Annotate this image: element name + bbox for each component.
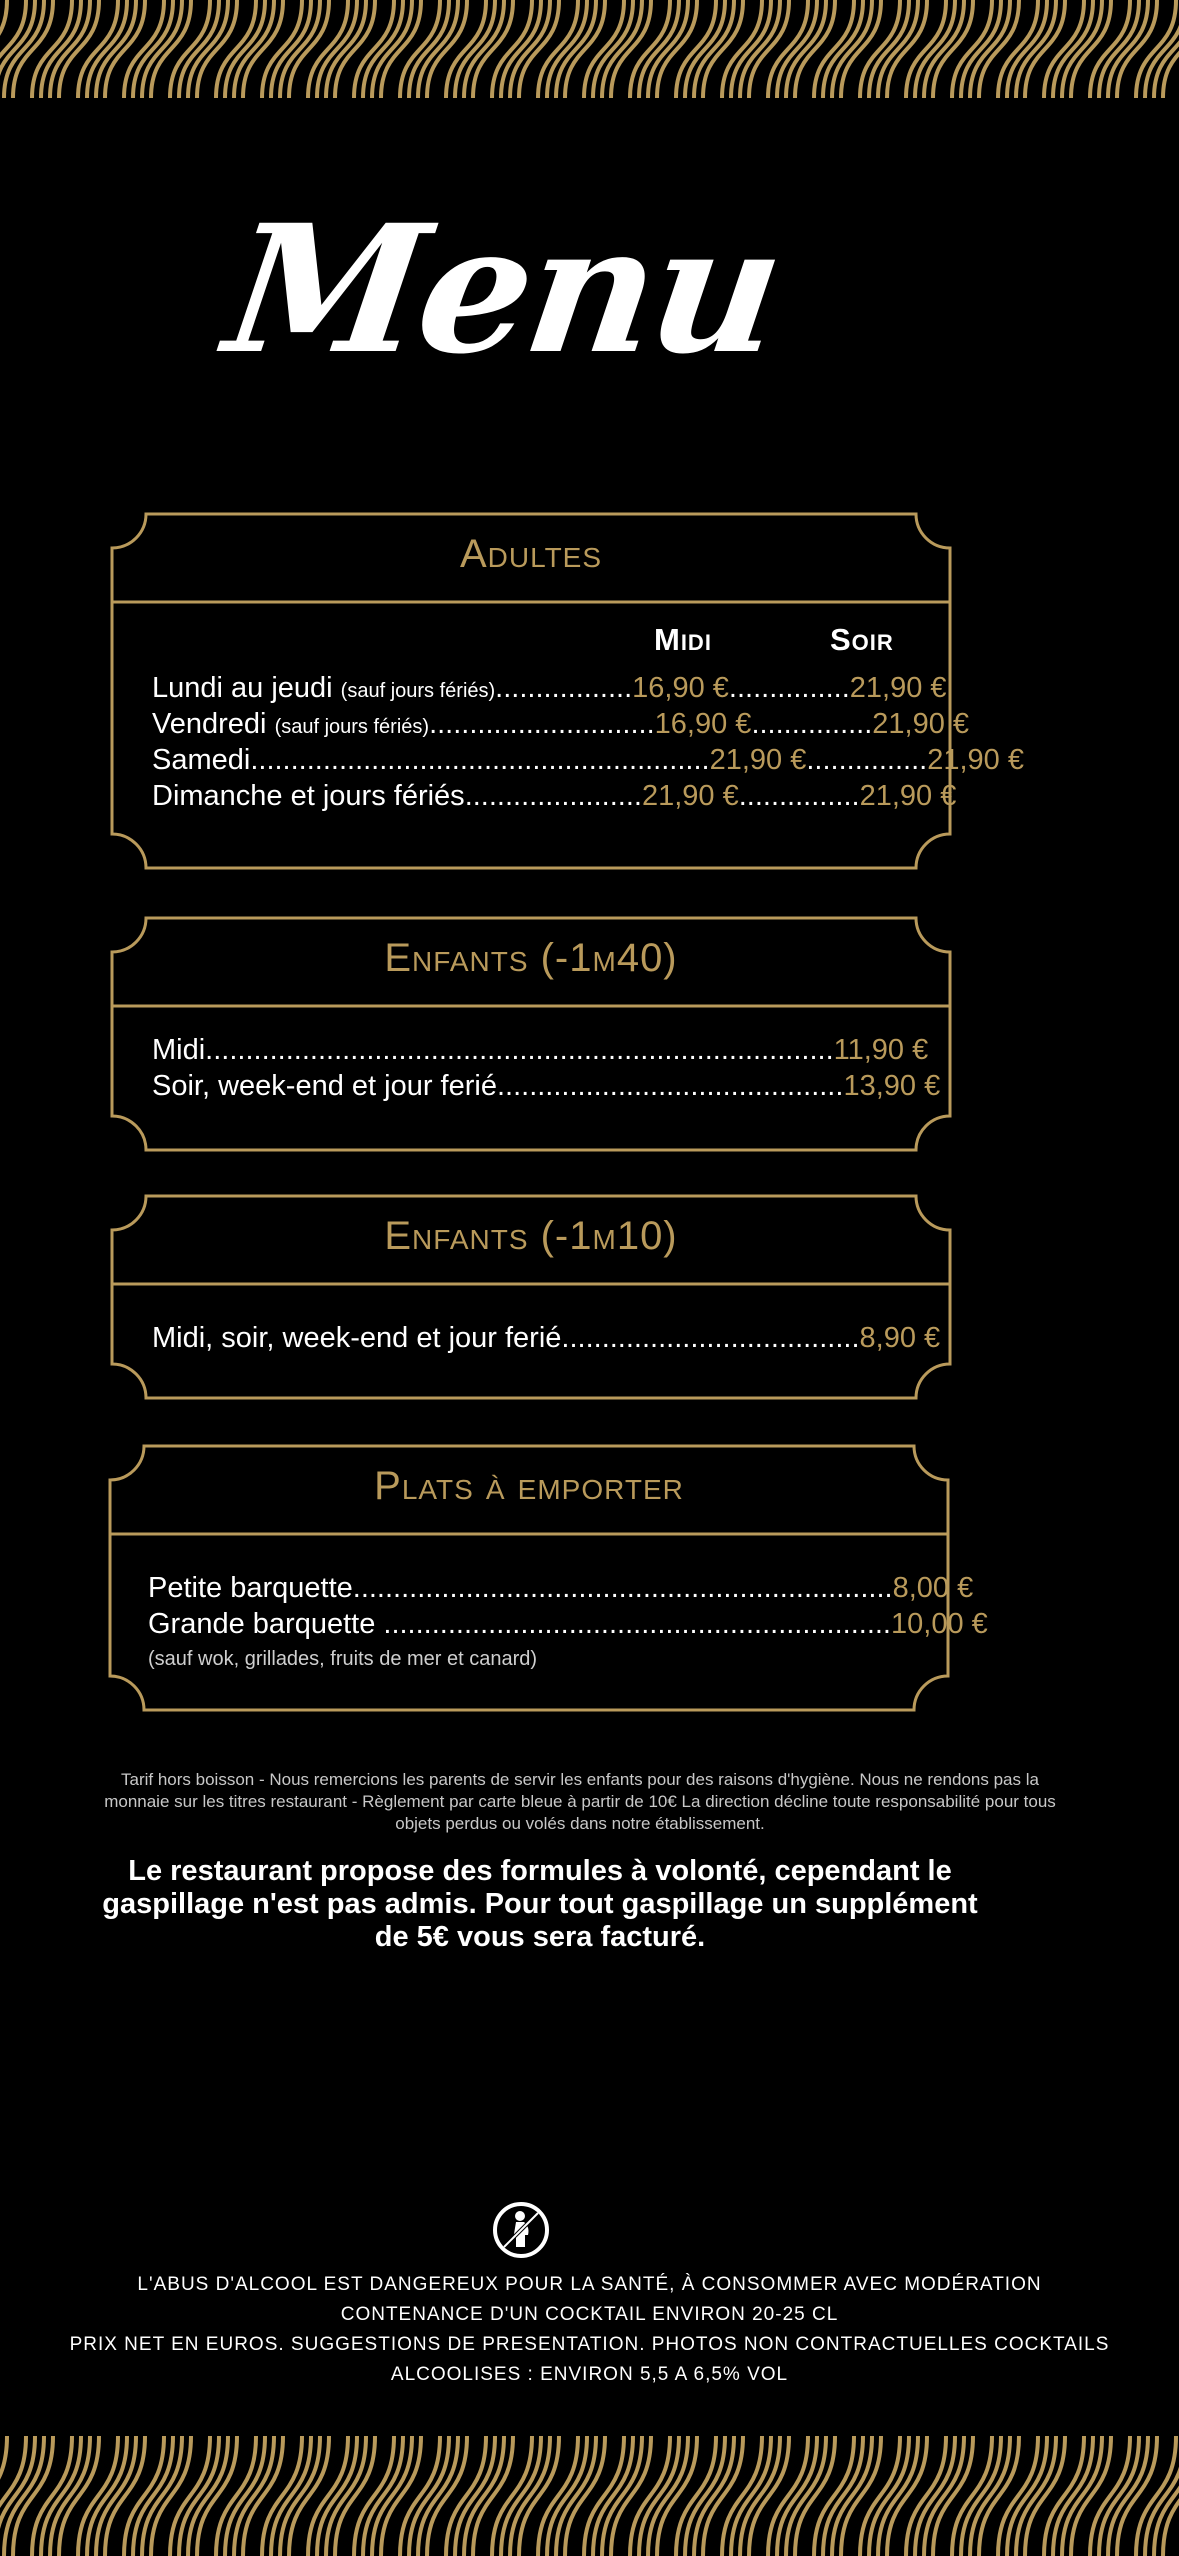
top-wave-pattern [0,0,1179,98]
bottom-wave-pattern [0,2436,1179,2556]
emporter-row: Grande barquette ...............................................................10,00 € [148,1608,988,1640]
legal-line: ALCOOLISES : ENVIRON 5,5 A 6,5% VOL [390,2364,789,2385]
adultes-row: Lundi au jeudi (sauf jours fériés).................16,90 €...............21,90 € [152,672,947,704]
emporter-heading: Plats à emporter [374,1464,684,1508]
enfants-140-row: Soir, week-end et jour ferié...........................................13,90 € [152,1070,941,1102]
col-midi-label: Midi [654,622,712,657]
legal-notice [0,2270,1179,2390]
menu-title: Menu [215,186,792,393]
col-soir-label: Soir [830,622,894,657]
enfants-140-card [110,916,952,1152]
emporter-note: (sauf wok, grillades, fruits de mer et canard) [148,1648,538,1670]
enfants-140-row: Midi..............................................................................11,90 € [152,1034,929,1066]
fineprint-text: Tarif hors boisson - Nous remercions les parents de servir les enfants pour des raisons d'hygiène. Nous ne rendons pas la monnaie sur les titres restaurant - Règlement par carte bleue à partir de 10€ La direction décline toute responsabilité pour tous objets perdus ou volés dans notre établissement. [104,1770,1056,1833]
enfants-110-card [110,1194,952,1400]
legal-line: CONTENANCE D'UN COCKTAIL ENVIRON 20-25 CL [340,2304,839,2325]
adultes-row: Samedi.........................................................21,90 €...............21,90 € [152,744,1024,776]
pregnant-woman-warning-icon [492,2201,550,2259]
legal-line: PRIX NET EN EUROS. SUGGESTIONS DE PRESENTATION. PHOTOS NON CONTRACTUELLES COCKTAILS [69,2334,1110,2355]
adultes-heading: Adultes [459,532,603,576]
waste-warning: Le restaurant propose des formules à volonté, cependant le gaspillage n'est pas admis. Pour tout gaspillage un supplément de 5€ vous sera facturé. [102,1855,978,1953]
adultes-row: Vendredi (sauf jours fériés)............................16,90 €...............21,90 € [152,708,970,740]
adultes-card [110,512,1024,870]
emporter-card [108,1444,988,1712]
enfants-110-heading: Enfants (-1m10) [384,1214,678,1258]
legal-line: L'ABUS D'ALCOOL EST DANGEREUX POUR LA SANTÉ, À CONSOMMER AVEC MODÉRATION [137,2274,1042,2295]
adultes-row: Dimanche et jours fériés......................21,90 €...............21,90 € [152,780,957,812]
enfants-140-heading: Enfants (-1m40) [384,936,678,980]
emporter-row: Petite barquette...................................................................8,00 € [148,1572,974,1604]
enfants-110-row: Midi, soir, week-end et jour ferié.....................................8,90 € [152,1322,941,1354]
